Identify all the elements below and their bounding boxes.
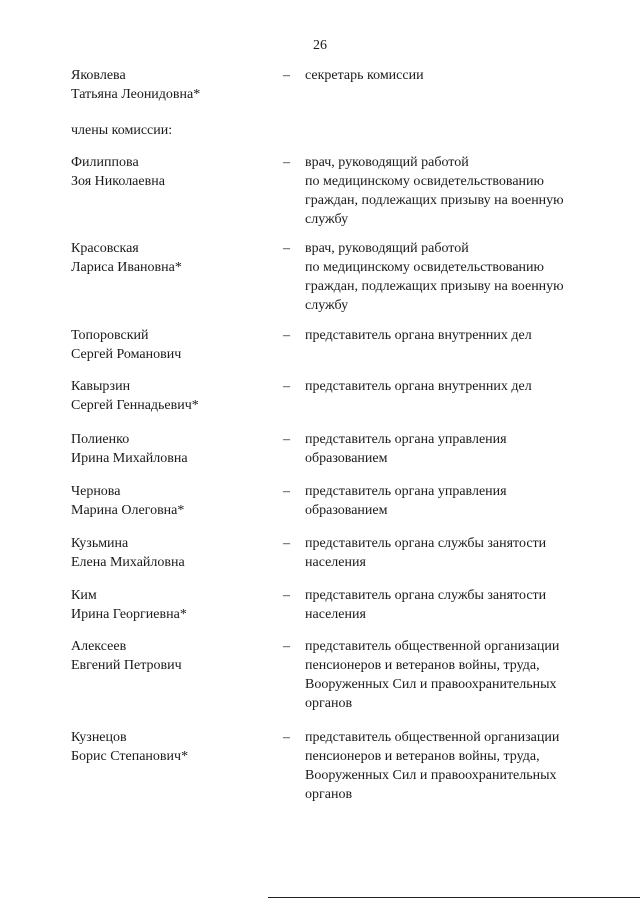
- member-given-name: Сергей Романович: [71, 347, 182, 362]
- footer-rule: [268, 897, 640, 898]
- member-name: [71, 482, 271, 520]
- member-surname: Ким: [71, 588, 97, 603]
- member-given-name: Марина Олеговна*: [71, 503, 185, 518]
- member-name: [71, 430, 271, 468]
- member-name: [71, 326, 271, 364]
- role-line: секретарь комиссии: [305, 68, 424, 83]
- member-role: [305, 430, 605, 468]
- member-role: [305, 534, 605, 572]
- member-surname: Яковлева: [71, 68, 126, 83]
- member-given-name: Татьяна Леонидовна*: [71, 87, 201, 102]
- role-line: органов: [305, 787, 353, 802]
- dash-separator: –: [283, 155, 290, 170]
- member-role: [305, 66, 605, 85]
- member-role: [305, 153, 605, 229]
- dash-separator: –: [283, 588, 290, 603]
- role-line: представитель органа внутренних дел: [305, 328, 532, 343]
- role-line: представитель органа службы занятости: [305, 588, 547, 603]
- dash-separator: –: [283, 432, 290, 447]
- role-line: пенсионеров и ветеранов войны, труда,: [305, 749, 540, 764]
- member-given-name: Ирина Георгиевна*: [71, 607, 187, 622]
- role-line: представитель общественной организации: [305, 639, 560, 654]
- role-line: населения: [305, 555, 366, 570]
- members-label: члены комиссии:: [71, 123, 173, 138]
- role-line: Вооруженных Сил и правоохранительных: [305, 677, 557, 692]
- member-name: [71, 586, 271, 624]
- role-line: представитель органа управления: [305, 432, 507, 447]
- member-name: [71, 728, 271, 766]
- role-line: врач, руководящий работой: [305, 155, 469, 170]
- role-line: представитель органа управления: [305, 484, 507, 499]
- member-surname: Кавырзин: [71, 379, 131, 394]
- dash-separator: –: [283, 379, 290, 394]
- member-name: [71, 534, 271, 572]
- role-line: граждан, подлежащих призыву на военную: [305, 193, 564, 208]
- dash-separator: –: [283, 241, 290, 256]
- role-line: службу: [305, 298, 349, 313]
- member-given-name: Евгений Петрович: [71, 658, 182, 673]
- role-line: образованием: [305, 451, 388, 466]
- member-given-name: Елена Михайловна: [71, 555, 185, 570]
- role-line: граждан, подлежащих призыву на военную: [305, 279, 564, 294]
- page-number: 26: [313, 38, 327, 53]
- role-line: по медицинскому освидетельствованию: [305, 260, 545, 275]
- dash-separator: –: [283, 68, 290, 83]
- member-given-name: Зоя Николаевна: [71, 174, 165, 189]
- member-role: [305, 239, 605, 315]
- member-given-name: Сергей Геннадьевич*: [71, 398, 199, 413]
- member-role: [305, 482, 605, 520]
- role-line: органов: [305, 696, 353, 711]
- member-surname: Алексеев: [71, 639, 127, 654]
- role-line: по медицинскому освидетельствованию: [305, 174, 545, 189]
- member-given-name: Ирина Михайловна: [71, 451, 188, 466]
- member-surname: Красовская: [71, 241, 139, 256]
- dash-separator: –: [283, 328, 290, 343]
- role-line: представитель органа внутренних дел: [305, 379, 532, 394]
- member-surname: Полиенко: [71, 432, 130, 447]
- role-line: службу: [305, 212, 349, 227]
- role-line: представитель общественной организации: [305, 730, 560, 745]
- role-line: Вооруженных Сил и правоохранительных: [305, 768, 557, 783]
- role-line: врач, руководящий работой: [305, 241, 469, 256]
- member-name: [71, 153, 271, 191]
- member-role: [305, 637, 605, 713]
- member-surname: Кузнецов: [71, 730, 127, 745]
- member-role: [305, 586, 605, 624]
- member-role: [305, 326, 605, 345]
- member-role: [305, 377, 605, 396]
- member-name: [71, 239, 271, 277]
- member-given-name: Лариса Ивановна*: [71, 260, 182, 275]
- role-line: образованием: [305, 503, 388, 518]
- member-name: [71, 637, 271, 675]
- dash-separator: –: [283, 536, 290, 551]
- member-role: [305, 728, 605, 804]
- member-name: [71, 377, 271, 415]
- member-surname: Кузьмина: [71, 536, 129, 551]
- dash-separator: –: [283, 639, 290, 654]
- dash-separator: –: [283, 484, 290, 499]
- member-name: [71, 66, 271, 104]
- member-surname: Чернова: [71, 484, 121, 499]
- member-given-name: Борис Степанович*: [71, 749, 189, 764]
- member-surname: Филиппова: [71, 155, 139, 170]
- role-line: пенсионеров и ветеранов войны, труда,: [305, 658, 540, 673]
- role-line: населения: [305, 607, 366, 622]
- role-line: представитель органа службы занятости: [305, 536, 547, 551]
- member-surname: Топоровский: [71, 328, 149, 343]
- dash-separator: –: [283, 730, 290, 745]
